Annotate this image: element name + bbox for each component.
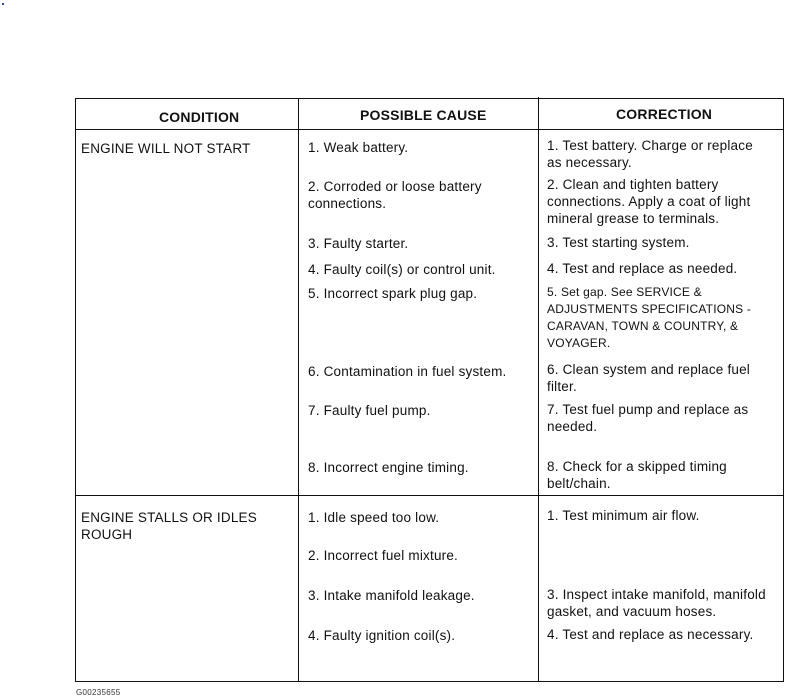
correction-row: 6. Clean system and replace fuel filter. xyxy=(547,362,751,394)
header-divider xyxy=(76,129,783,130)
troubleshooting-table xyxy=(75,98,784,682)
cause-row: 3. Faulty starter. xyxy=(308,236,409,251)
cause-row: 7. Faulty fuel pump. xyxy=(308,403,431,418)
cause-row: 4. Faulty ignition coil(s). xyxy=(308,628,456,643)
header-correction: CORRECTION xyxy=(616,106,713,122)
cause-row: 5. Incorrect spark plug gap. xyxy=(308,286,478,301)
cause-row: 1. Weak battery. xyxy=(308,140,409,155)
correction-row: 8. Check for a skipped timing belt/chain. xyxy=(547,459,727,491)
header-possible-cause: POSSIBLE CAUSE xyxy=(360,107,487,123)
correction-row: 5. Set gap. See SERVICE & ADJUSTMENTS SPECIFICATIONS - CARAVAN, TOWN & COUNTRY, & VOYAGER. xyxy=(547,285,752,350)
correction-row: 4. Test and replace as necessary. xyxy=(547,627,754,642)
group-divider xyxy=(76,495,783,496)
cause-row: 2. Incorrect fuel mixture. xyxy=(308,548,459,563)
correction-row: 3. Inspect intake manifold, manifold gasket, and vacuum hoses. xyxy=(547,587,766,619)
cause-row: 6. Contamination in fuel system. xyxy=(308,364,507,379)
scan-speck xyxy=(2,3,4,5)
cause-row: 4. Faulty coil(s) or control unit. xyxy=(308,262,496,277)
correction-row: 3. Test starting system. xyxy=(547,235,690,250)
correction-row: 4. Test and replace as needed. xyxy=(547,261,738,276)
header-condition: CONDITION xyxy=(159,109,240,125)
correction-row: 7. Test fuel pump and replace as needed. xyxy=(547,402,749,434)
cause-row: 2. Corroded or loose battery connections. xyxy=(308,179,482,211)
correction-row: 2. Clean and tighten battery connections. Apply a coat of light mineral grease to terminals. xyxy=(547,177,751,226)
column-divider-2 xyxy=(538,97,539,681)
condition-engine-will-not-start: ENGINE WILL NOT START xyxy=(81,141,251,156)
cause-row: 8. Incorrect engine timing. xyxy=(308,460,469,475)
cause-row: 3. Intake manifold leakage. xyxy=(308,588,475,603)
correction-row: 1. Test battery. Charge or replace as necessary. xyxy=(547,138,753,170)
cause-row: 1. Idle speed too low. xyxy=(308,510,440,525)
column-divider-1 xyxy=(298,99,299,681)
figure-code: G00235655 xyxy=(76,688,121,697)
condition-engine-stalls-or-idles-rough: ENGINE STALLS OR IDLES ROUGH xyxy=(81,510,257,542)
correction-row: 1. Test minimum air flow. xyxy=(547,508,700,523)
